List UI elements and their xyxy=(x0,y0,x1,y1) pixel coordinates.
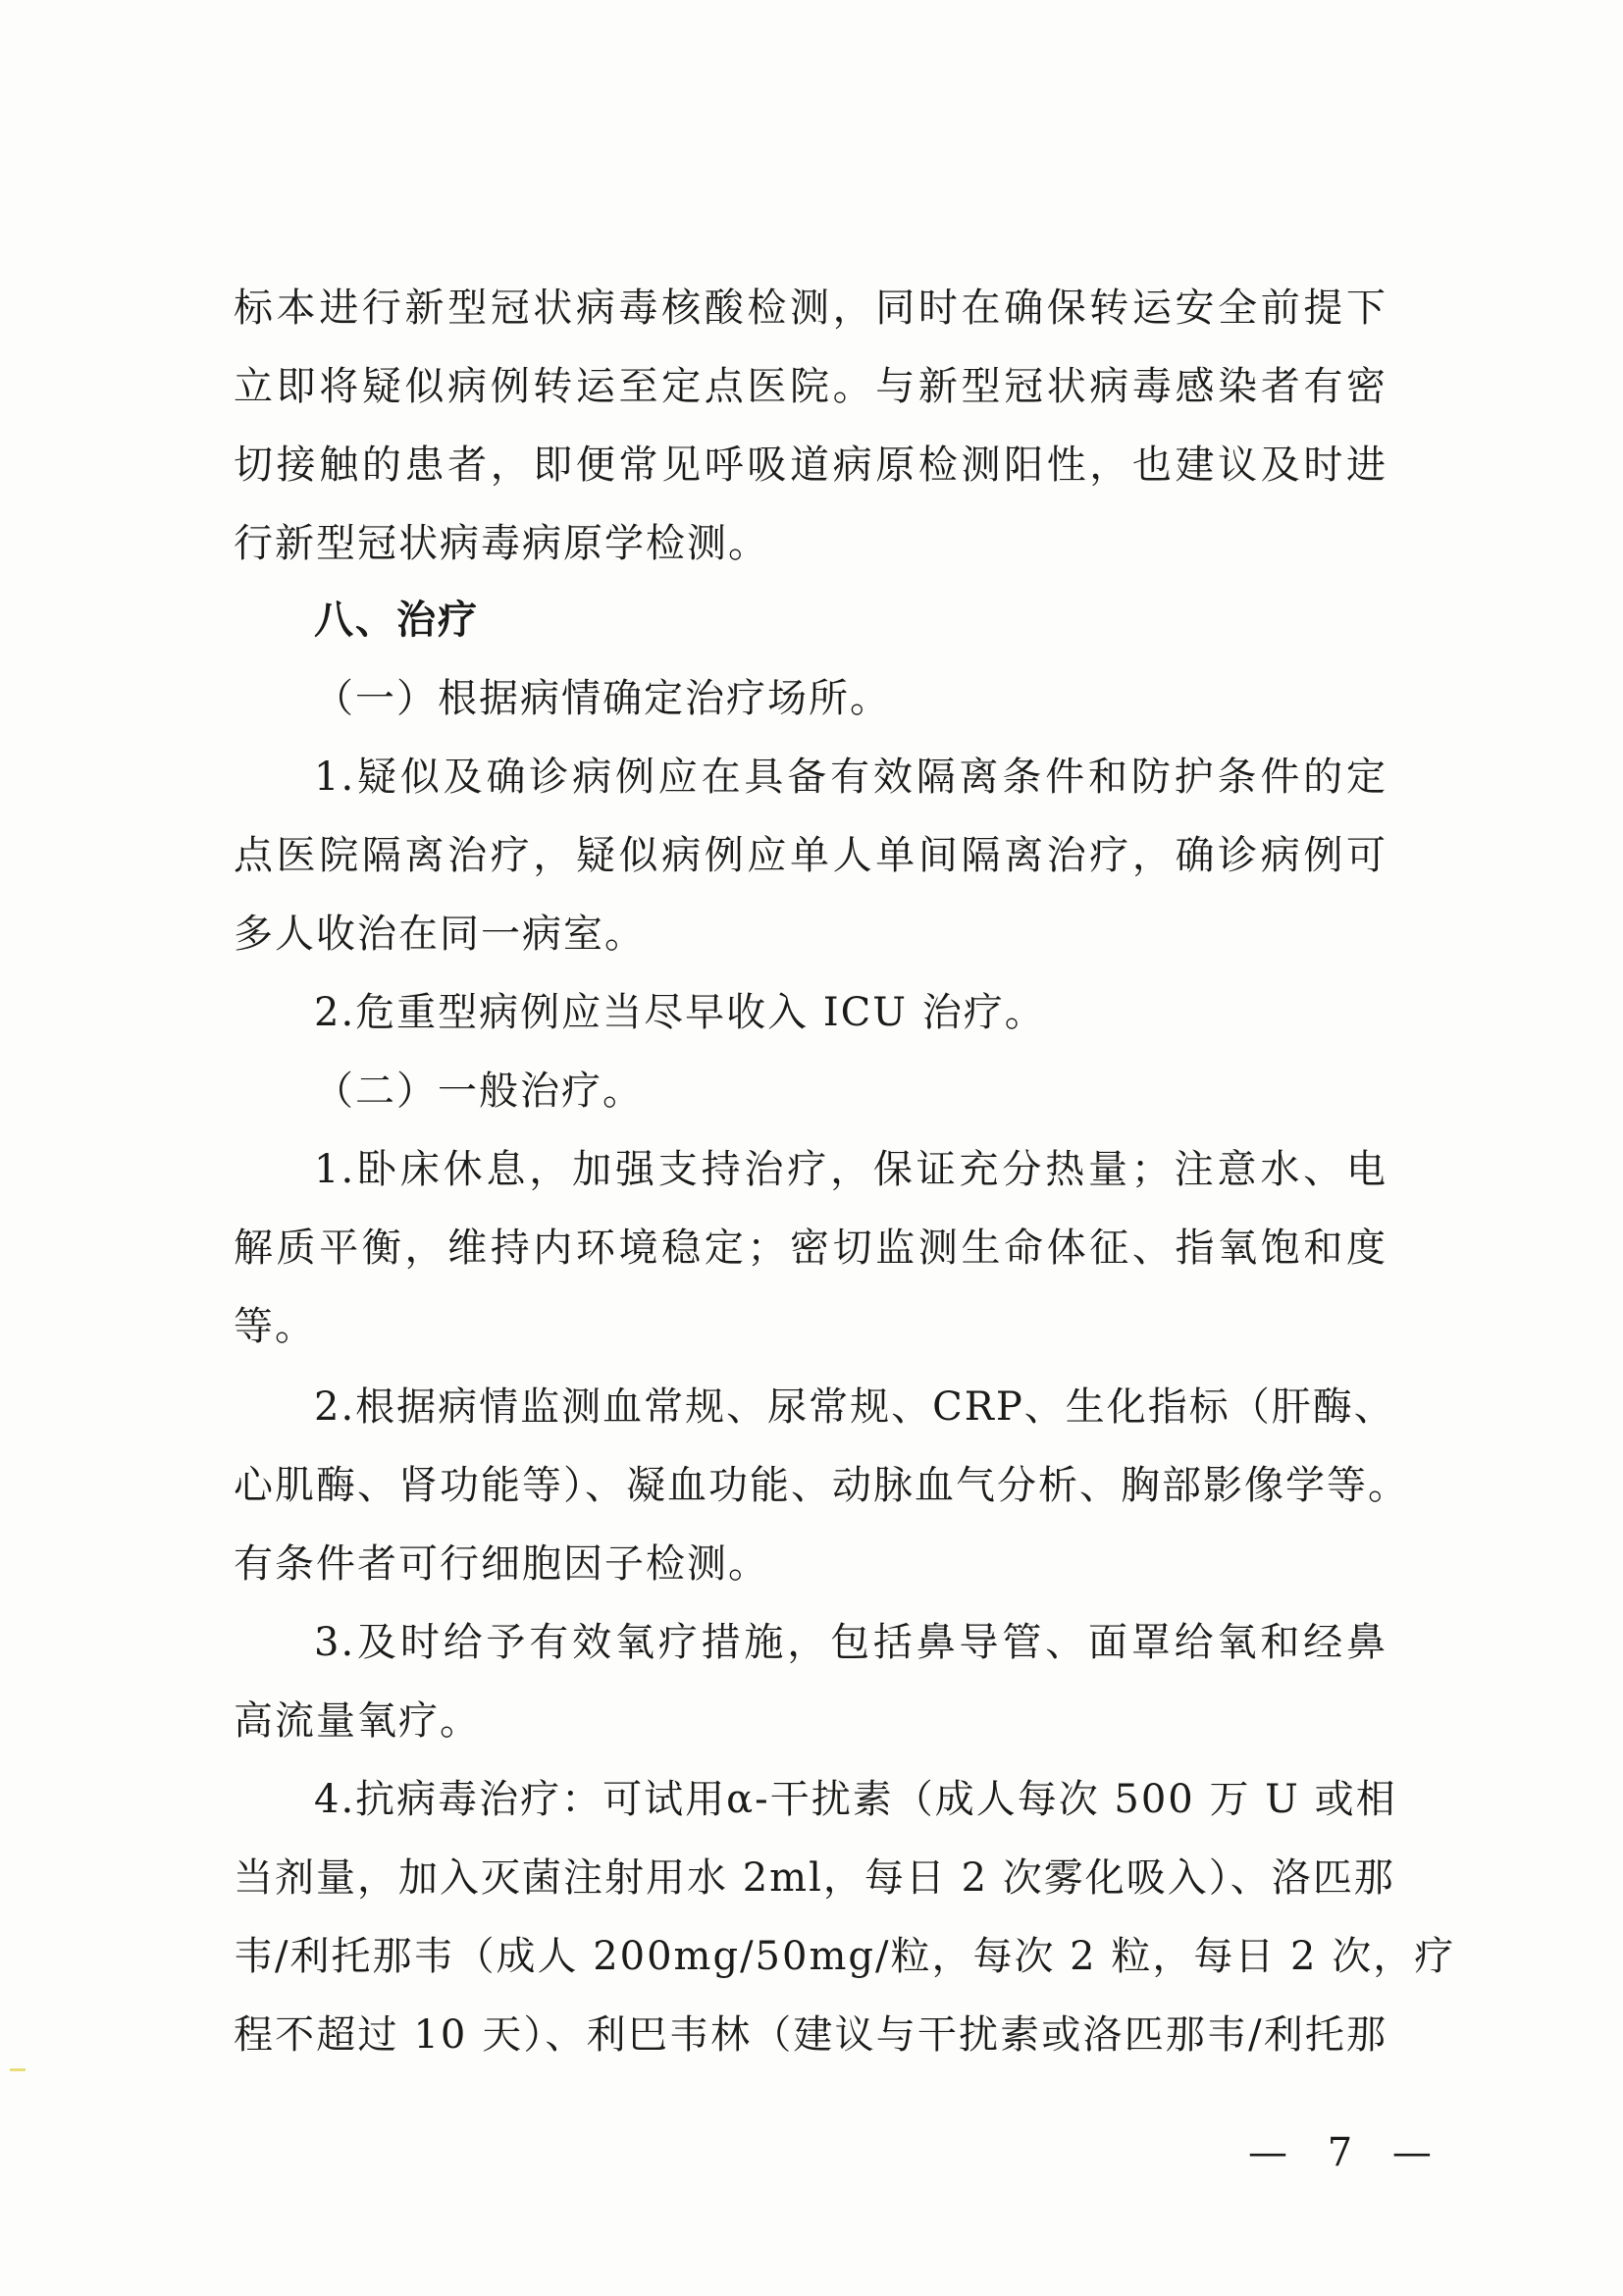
subsection-heading-1: （一）根据病情确定治疗场所。 xyxy=(314,676,891,721)
text-line-13: 解质平衡，维持内环境稳定；密切监测生命体征、指氧饱和度 xyxy=(234,1226,1387,1271)
scan-mark xyxy=(10,2068,26,2071)
text-line-4: 行新型冠状病毒病原学检测。 xyxy=(234,521,769,566)
text-line-21: 当剂量，加入灭菌注射用水 2ml，每日 2 次雾化吸入）、洛匹那 xyxy=(234,1855,1395,1901)
text-line-8: 点医院隔离治疗，疑似病例应单人单间隔离治疗，确诊病例可 xyxy=(234,833,1387,878)
text-line-14: 等。 xyxy=(234,1304,316,1349)
text-line-10: 2.危重型病例应当尽早收入 ICU 治疗。 xyxy=(314,990,1046,1035)
text-line-23: 程不超过 10 天）、利巴韦林（建议与干扰素或洛匹那韦/利托那 xyxy=(234,2012,1387,2058)
text-line-22: 韦/利托那韦（成人 200mg/50mg/粒，每次 2 粒，每日 2 次，疗 xyxy=(234,1934,1456,1979)
text-line-18: 3.及时给予有效氧疗措施，包括鼻导管、面罩给氧和经鼻 xyxy=(314,1620,1387,1665)
text-line-17: 有条件者可行细胞因子检测。 xyxy=(234,1541,769,1587)
page-number: — 7 — xyxy=(1248,2130,1445,2175)
text-line-7: 1.疑似及确诊病例应在具备有效隔离条件和防护条件的定 xyxy=(314,755,1387,800)
text-line-9: 多人收治在同一病室。 xyxy=(234,912,646,957)
text-line-19: 高流量氧疗。 xyxy=(234,1698,481,1744)
text-line-2: 立即将疑似病例转运至定点医院。与新型冠状病毒感染者有密 xyxy=(234,364,1387,409)
section-heading-treatment: 八、治疗 xyxy=(314,598,479,643)
subsection-heading-2: （二）一般治疗。 xyxy=(314,1069,644,1114)
text-line-20: 4.抗病毒治疗：可试用α-干扰素（成人每次 500 万 U 或相 xyxy=(314,1777,1397,1822)
text-line-3: 切接触的患者，即便常见呼吸道病原检测阳性，也建议及时进 xyxy=(234,443,1387,488)
text-line-16: 心肌酶、肾功能等）、凝血功能、动脉血气分析、胸部影像学等。 xyxy=(234,1463,1409,1508)
text-line-15: 2.根据病情监测血常规、尿常规、CRP、生化指标（肝酶、 xyxy=(314,1384,1395,1430)
text-line-1: 标本进行新型冠状病毒核酸检测，同时在确保转运安全前提下 xyxy=(234,286,1387,331)
text-line-12: 1.卧床休息，加强支持治疗，保证充分热量；注意水、电 xyxy=(314,1147,1387,1192)
